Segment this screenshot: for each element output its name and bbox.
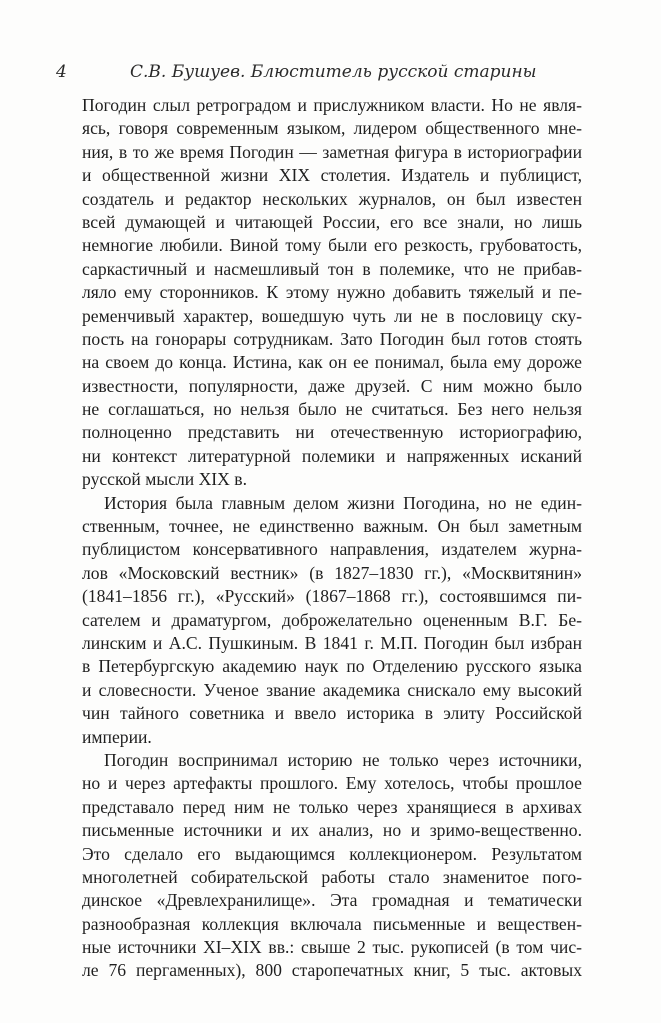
text-line: ле 76 пергаменных), 800 старопечатных книг, 5 тыс. актовых: [82, 960, 582, 981]
text-line: Погодин слыл ретроградом и прислужником власти. Но не явля-: [82, 95, 582, 115]
text-line: ляло ему сторонников. К этому нужно добавить тяжелый и пе-: [82, 282, 582, 303]
text-line: пость на гонорары сотрудникам. Зато Погодин был готов стоять: [82, 328, 582, 349]
text-line: чин тайного советника и ввело историка в элиту Российской: [82, 703, 582, 724]
text-line: полноценно представить ни отечественную историографию,: [82, 422, 582, 443]
text-line: создатель и редактор нескольких журналов, он был известен: [82, 188, 582, 209]
paragraph-1: [82, 94, 582, 492]
text-line: История была главным делом жизни Погодина, но не един-: [104, 492, 582, 513]
text-line: всей думающей и читающей России, его все знали, но лишь: [82, 211, 582, 232]
paragraph-3: [82, 749, 582, 983]
text-line: Погодин воспринимал историю не только через источники,: [104, 749, 582, 770]
text-line: и общественной жизни XIX столетия. Издатель и публицист,: [82, 165, 582, 186]
text-line: в Петербургскую академию наук по Отделению русского языка: [82, 656, 582, 677]
text-line: ни контекст литературной полемики и напряженных исканий: [82, 445, 582, 466]
text-line: динское «Древлехранилище». Эта громадная и тематически: [82, 890, 582, 911]
text-line: представало перед ним не только через хранящиеся в архивах: [82, 796, 582, 817]
page-number: 4: [56, 62, 67, 82]
text-line: публицистом консервативного направления, издателем журна-: [82, 539, 582, 560]
running-head: [56, 62, 586, 88]
text-line: ясь, говоря современным языком, лидером общественного мне-: [82, 118, 582, 139]
text-line: лов «Московский вестник» (в 1827–1830 гг.), «Москвитянин»: [82, 562, 582, 583]
text-line: известности, популярности, даже друзей. С ним можно было: [82, 375, 582, 396]
text-line: сателем и драматургом, доброжелательно оцененным В.Г. Бе-: [82, 609, 582, 630]
text-line: на своем до конца. Истина, как он ее понимал, была ему дороже: [82, 352, 582, 373]
text-line: немногие любили. Виной тому были его резкость, грубоватость,: [82, 235, 582, 256]
text-line: многолетней собирательской работы стало знаменитое пого-: [82, 866, 582, 887]
body-text: [82, 94, 582, 983]
text-line: письменные источники и их анализ, но и зримо-вещественно.: [82, 820, 582, 841]
text-line: (1841–1856 гг.), «Русский» (1867–1868 гг.), состоявшимся пи-: [82, 586, 582, 607]
text-line: ственным, точнее, не единственно важным. Он был заметным: [82, 516, 582, 537]
paragraph-2: [82, 492, 582, 749]
text-line: ременчивый характер, вошедшую чуть ли не в пословицу ску-: [82, 305, 582, 326]
text-line: линским и А.С. Пушкиным. В 1841 г. М.П. Погодин был избран: [82, 632, 582, 653]
text-line: но и через артефакты прошлого. Ему хотелось, чтобы прошлое: [82, 773, 582, 794]
text-line: разнообразная коллекция включала письменные и веществен-: [82, 913, 582, 934]
text-line: не соглашаться, но нельзя было не считаться. Без него нельзя: [82, 399, 582, 420]
running-title: С.В. Бушуев. Блюститель русской старины: [130, 62, 537, 82]
text-line: саркастичный и насмешливый тон в полемике, что не прибав-: [82, 258, 582, 279]
text-line: империи.: [82, 726, 152, 747]
text-line: ния, в то же время Погодин — заметная фигура в историографии: [82, 141, 582, 162]
text-line: ные источники XI–XIX вв.: свыше 2 тыс. рукописей (в том чис-: [82, 937, 582, 958]
text-line: Это сделало его выдающимся коллекционером. Результатом: [82, 843, 582, 864]
text-line: и словесности. Ученое звание академика снискало ему высокий: [82, 679, 582, 700]
text-line: русской мысли XIX в.: [82, 469, 247, 490]
